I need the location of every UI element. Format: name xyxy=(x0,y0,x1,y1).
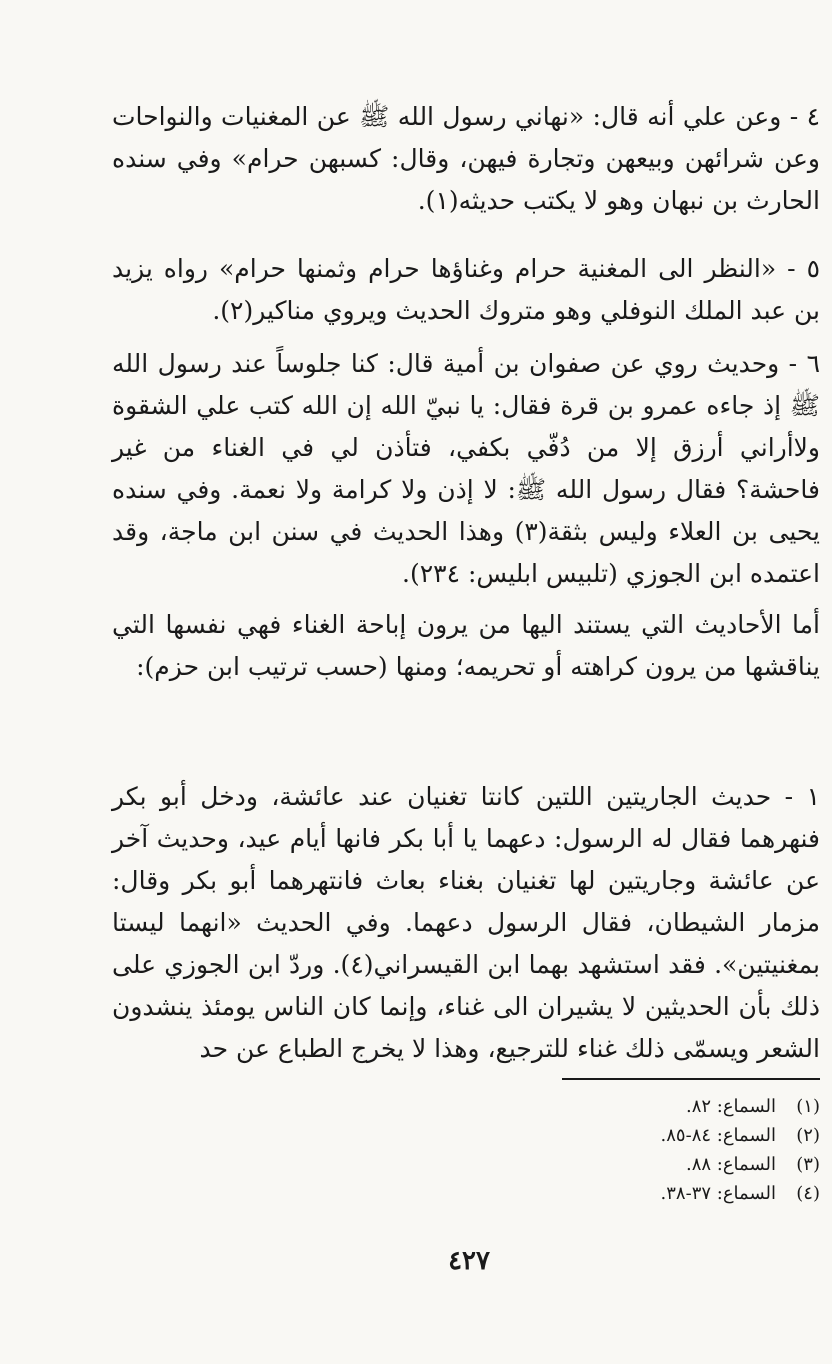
footnote-text: السماع: ٨٢. xyxy=(685,1096,776,1117)
footnote-number: (١) xyxy=(796,1096,820,1117)
footnote-divider xyxy=(562,1078,820,1080)
footnote-item xyxy=(420,1150,820,1179)
paragraph-hadith-6: ٦ - وحديث روي عن صفوان بن أمية قال: كنا جلوساً عند رسول الله ﷺ إذ جاءه عمرو بن قرة فقال: يا نبيّ الله إن الله كتب علي الشقوة ولاأراني أرزق إلا من دُفّي بكفي، فتأذن لي في الغناء من غير فاحشة؟ فقال رسول الله ﷺ: لا إذن ولا كرامة ولا نعمة. وفي سنده يحيى بن العلاء وليس بثقة(٣) وهذا الحديث في سنن ابن ماجة، وقد اعتمده ابن الجوزي (تلبيس ابليس: ٢٣٤). xyxy=(112,349,820,588)
footnote-item xyxy=(420,1121,820,1150)
book-page xyxy=(112,96,820,1296)
footnote-number: (٤) xyxy=(796,1183,820,1204)
footnote-text: السماع: ٨٨. xyxy=(685,1154,776,1175)
page-number: ٤٢٧ xyxy=(448,1246,490,1276)
footnote-text: السماع: ٨٤-٨٥. xyxy=(660,1125,776,1146)
footnote-item xyxy=(420,1179,820,1208)
paragraph-hadith-5: ٥ - «النظر الى المغنية حرام وغناؤها حرام وثمنها حرام» رواه يزيد بن عبد الملك النوفلي وهو متروك الحديث ويروي مناكير(٢). xyxy=(112,254,820,325)
paragraph-hadith-4: ٤ - وعن علي أنه قال: «نهاني رسول الله ﷺ عن المغنيات والنواحات وعن شرائهن وبيعهن وتجارة فيهن، وقال: كسبهن حرام» وفي سنده الحارث بن نبهان وهو لا يكتب حديثه(١). xyxy=(112,102,820,215)
paragraph-two-singers-hadith: ١ - حديث الجاريتين اللتين كانتا تغنيان عند عائشة، ودخل أبو بكر فنهرهما فقال له الرسول: دعهما يا أبا بكر فانها أيام عيد، وحديث آخر عن عائشة وجاريتين لها تغنيان بغناء بعاث فانتهرهما أبو بكر وقال: مزمار الشيطان، فقال الرسول دعهما. وفي الحديث «انهما ليستا بمغنيتين». فقد استشهد بهما ابن القيسراني(٤). وردّ ابن الجوزي على ذلك بأن الحديثين لا يشيران الى غناء، وإنما كان الناس يومئذ ينشدون الشعر ويسمّى ذلك غناء للترجيع، وهذا لا يخرج الطباع عن حد xyxy=(112,782,820,1063)
paragraph-permissibility-intro: أما الأحاديث التي يستند اليها من يرون إباحة الغناء فهي نفسها التي يناقشها من يرون كراهته أو تحريمه؛ ومنها (حسب ترتيب ابن حزم): xyxy=(112,610,820,681)
footnote-number: (٢) xyxy=(796,1125,820,1146)
footnote-item xyxy=(420,1092,820,1121)
footnotes-list xyxy=(420,1092,820,1208)
footnote-number: (٣) xyxy=(796,1154,820,1175)
footnote-text: السماع: ٣٧-٣٨. xyxy=(660,1183,776,1204)
